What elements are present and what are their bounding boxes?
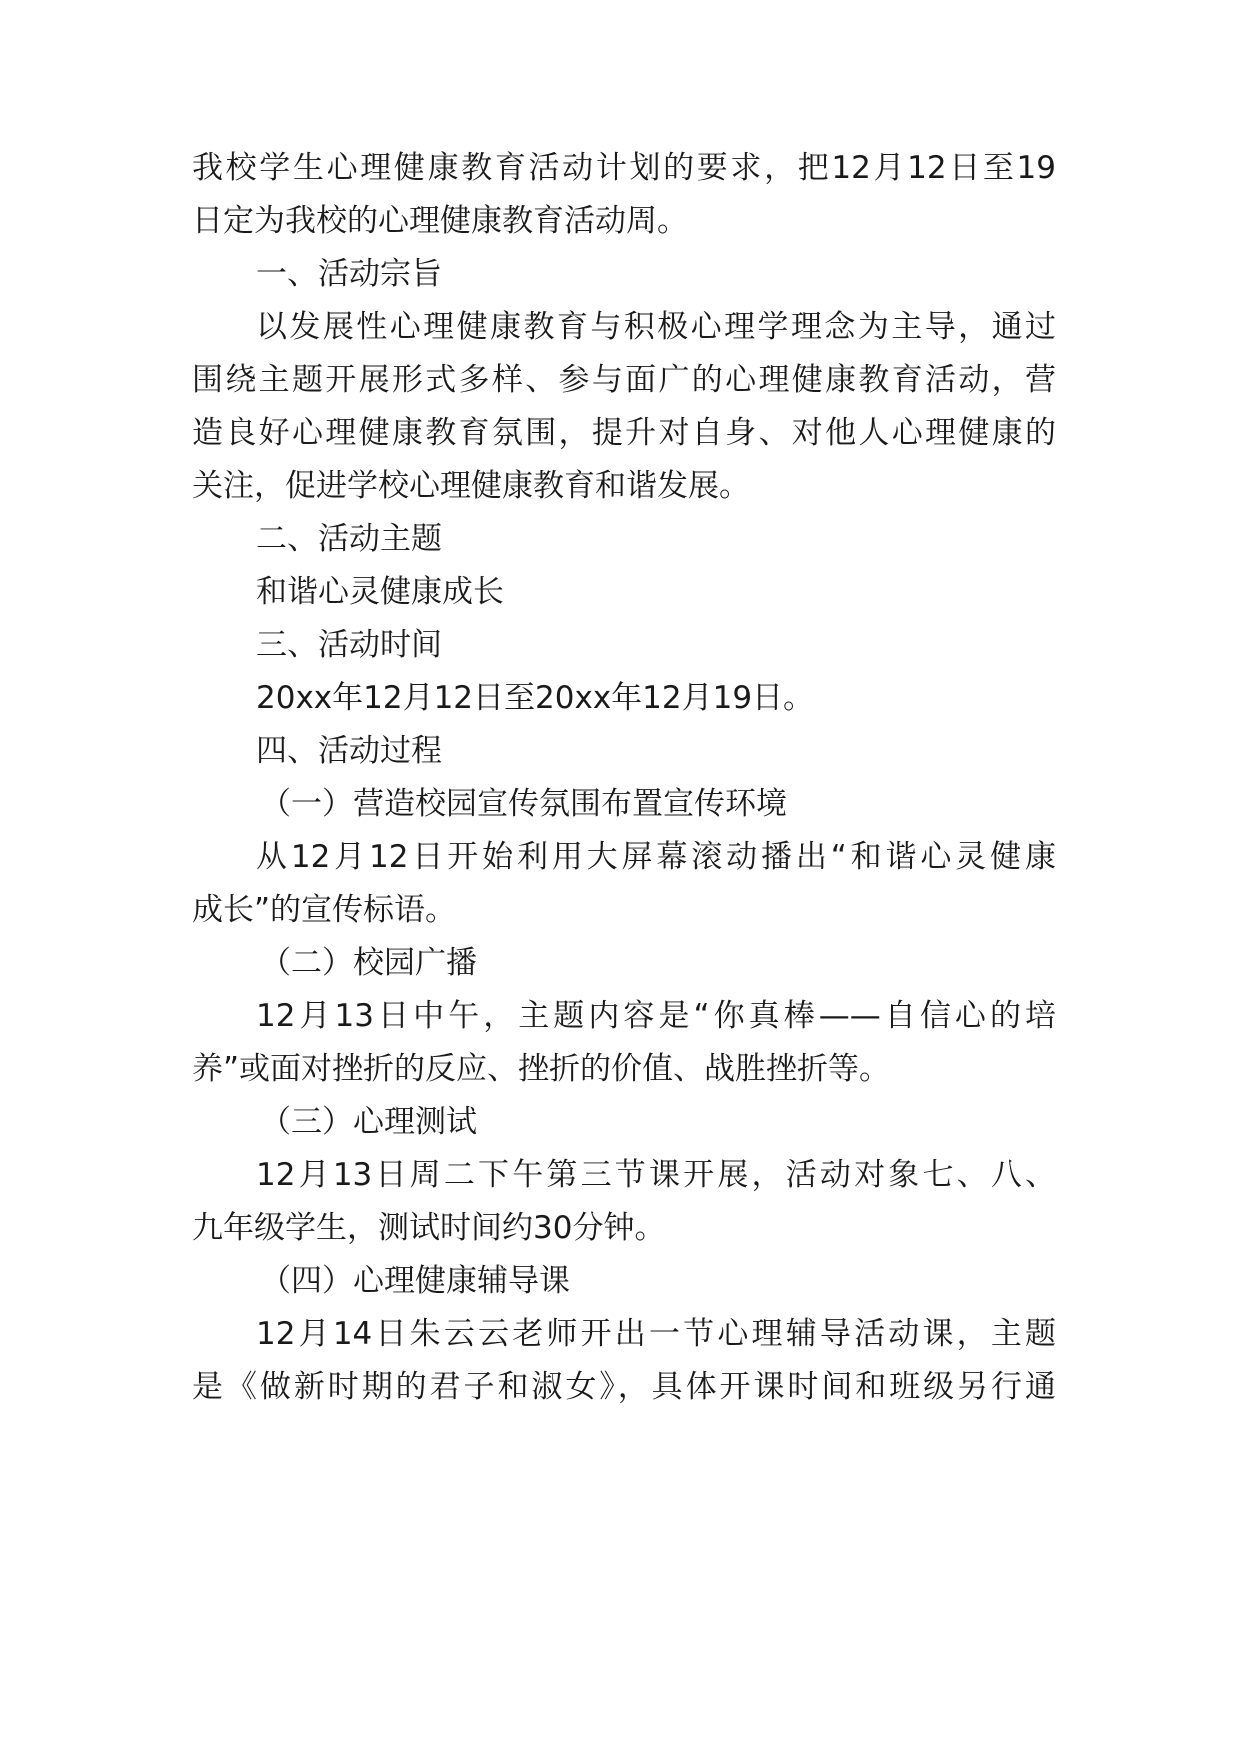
subsection-heading: （三）心理测试 (260, 1104, 477, 1140)
paragraph-line: 养”或面对挫折的反应、挫折的价值、战胜挫折等。 (192, 1051, 891, 1087)
paragraph-line: 日定为我校的心理健康教育活动周。 (192, 203, 688, 239)
paragraph-line: 造良好心理健康教育氛围，提升对自身、对他人心理健康的 (192, 415, 1056, 451)
section-heading: 四、活动过程 (256, 733, 442, 769)
paragraph-line: 我校学生心理健康教育活动计划的要求，把12月12日至19 (192, 150, 1056, 186)
paragraph-line: 是《做新时期的君子和淑女》，具体开课时间和班级另行通 (192, 1369, 1056, 1405)
paragraph-line: 12月14日朱云云老师开出一节心理辅导活动课，主题 (256, 1316, 1056, 1352)
subsection-heading: （四）心理健康辅导课 (260, 1263, 570, 1299)
subsection-heading: （一）营造校园宣传氛围布置宣传环境 (260, 786, 787, 822)
paragraph-line: 关注，促进学校心理健康教育和谐发展。 (192, 468, 750, 504)
section-heading: 二、活动主题 (256, 521, 442, 557)
subsection-heading: （二）校园广播 (260, 945, 477, 981)
paragraph-line: 和谐心灵健康成长 (256, 574, 504, 610)
paragraph-line: 围绕主题开展形式多样、参与面广的心理健康教育活动，营 (192, 362, 1056, 398)
paragraph-line: 20xx年12月12日至20xx年12月19日。 (256, 680, 815, 716)
section-heading: 一、活动宗旨 (256, 256, 442, 292)
paragraph-line: 12月13日周二下午第三节课开展，活动对象七、八、 (256, 1157, 1056, 1193)
paragraph-line: 以发展性心理健康教育与积极心理学理念为主导，通过 (256, 309, 1056, 345)
paragraph-line: 12月13日中午，主题内容是“你真棒——自信心的培 (256, 998, 1056, 1034)
paragraph-line: 成长”的宣传标语。 (192, 892, 457, 928)
paragraph-line: 九年级学生，测试时间约30分钟。 (192, 1210, 666, 1246)
paragraph-line: 从12月12日开始利用大屏幕滚动播出“和谐心灵健康 (256, 839, 1056, 875)
section-heading: 三、活动时间 (256, 627, 442, 663)
